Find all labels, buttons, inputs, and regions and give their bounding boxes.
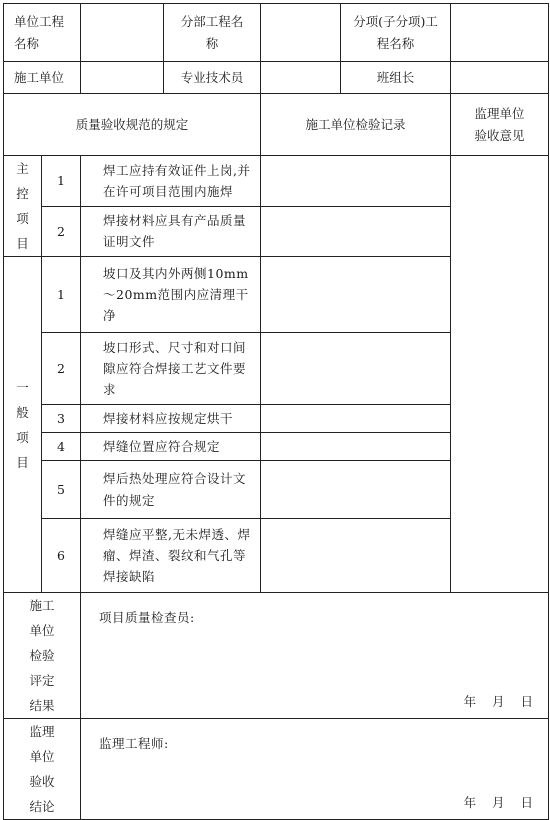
subitem-project-value[interactable] [451, 4, 549, 62]
construction-eval-area[interactable] [81, 593, 549, 719]
construction-unit-label: 施工单位 [4, 62, 81, 94]
main-items-category: 主控项目 [4, 156, 42, 257]
team-leader-value[interactable] [451, 62, 549, 94]
construction-eval-date: 年 月 日 [463, 693, 535, 709]
technician-label: 专业技术员 [164, 62, 261, 94]
spec-item-text: 焊工应持有效证件上岗,并在许可项目范围内施焊 [81, 156, 261, 207]
item-number: 5 [42, 461, 81, 519]
unit-project-label: 单位工程名称 [4, 4, 81, 62]
division-project-value[interactable] [261, 4, 341, 62]
unit-project-value[interactable] [81, 4, 164, 62]
spec-item-text: 焊接材料应具有产品质量证明文件 [81, 206, 261, 257]
record-cell[interactable] [261, 519, 451, 593]
spec-item-text: 焊接材料应按规定烘干 [81, 405, 261, 433]
item-number: 2 [42, 333, 81, 405]
general-items-category: 一般项目 [4, 257, 42, 593]
item-number: 3 [42, 405, 81, 433]
item-number: 1 [42, 257, 81, 333]
construction-unit-value[interactable] [81, 62, 164, 94]
supervision-eval-label: 监理单位验收结论 [4, 719, 81, 820]
spec-item-text: 焊缝应平整,无未焊透、焊瘤、焊渣、裂纹和气孔等焊接缺陷 [81, 519, 261, 593]
record-cell[interactable] [261, 333, 451, 405]
opinion-column-header: 监理单位验收意见 [451, 94, 549, 156]
subitem-project-label: 分项(子分项)工程名称 [341, 4, 451, 62]
team-leader-label: 班组长 [341, 62, 451, 94]
item-number: 1 [42, 156, 81, 207]
item-number: 6 [42, 519, 81, 593]
opinion-cell[interactable] [451, 156, 549, 593]
spec-item-text: 坡口及其内外两侧10mm～20mm范围内应清理干净 [81, 257, 261, 333]
division-project-label: 分部工程名称 [164, 4, 261, 62]
record-cell[interactable] [261, 433, 451, 461]
technician-value[interactable] [261, 62, 341, 94]
supervision-eval-area[interactable] [81, 719, 549, 820]
record-cell[interactable] [261, 206, 451, 257]
record-cell[interactable] [261, 156, 451, 207]
record-cell[interactable] [261, 257, 451, 333]
spec-item-text: 焊后热处理应符合设计文件的规定 [81, 461, 261, 519]
quality-inspector-label: 项目质量检查员: [99, 610, 195, 625]
record-cell[interactable] [261, 461, 451, 519]
spec-item-text: 坡口形式、尺寸和对口间隙应符合焊接工艺文件要求 [81, 333, 261, 405]
spec-item-text: 焊缝位置应符合规定 [81, 433, 261, 461]
item-number: 4 [42, 433, 81, 461]
item-number: 2 [42, 206, 81, 257]
supervising-engineer-label: 监理工程师: [99, 736, 169, 751]
record-column-header: 施工单位检验记录 [261, 94, 451, 156]
supervision-eval-date: 年 月 日 [463, 794, 535, 810]
quality-inspection-table [3, 3, 549, 820]
spec-column-header: 质量验收规范的规定 [4, 94, 261, 156]
construction-eval-label: 施工单位检验评定结果 [4, 593, 81, 719]
record-cell[interactable] [261, 405, 451, 433]
